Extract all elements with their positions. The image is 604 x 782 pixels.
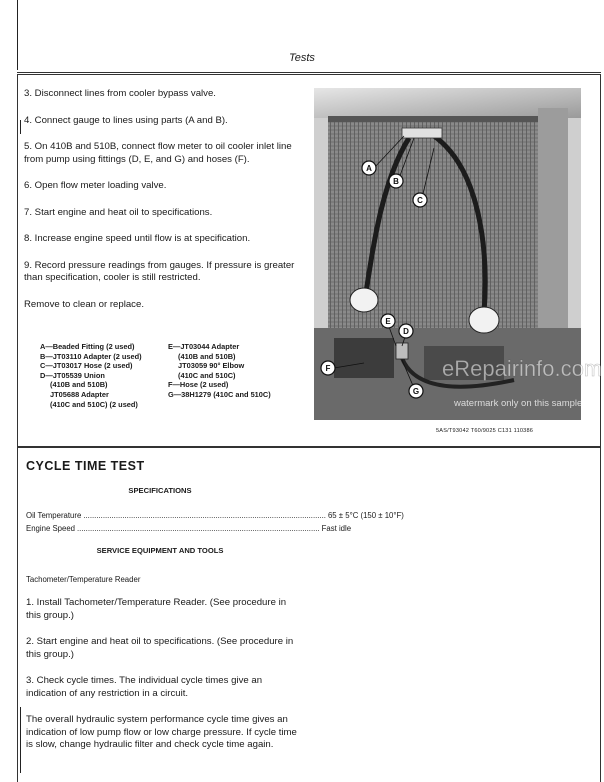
watermark-note: watermark only on this sample — [454, 398, 583, 409]
step-item: 5. On 410B and 510B, connect flow meter to oil cooler inlet line from pump using fittings (D, E, and G) and hoses (F). — [24, 141, 292, 165]
callout-f — [321, 361, 335, 375]
equipment-heading: SERVICE EQUIPMENT AND TOOLS — [96, 546, 224, 555]
step-item: 4. Connect gauge to lines using parts (A and B). — [24, 114, 228, 126]
header-rule — [17, 72, 601, 73]
callout-a — [362, 161, 376, 175]
legend-item: F—Hose (2 used) — [168, 380, 229, 390]
lower-bracket — [334, 338, 394, 378]
cycle-time-title: CYCLE TIME TEST — [26, 459, 145, 473]
legend-item: C—JT03017 Hose (2 used) — [40, 361, 133, 371]
legend-item: (410C and 510C) — [178, 370, 236, 380]
step-item: 3. Disconnect lines from cooler bypass valve. — [24, 88, 216, 99]
svg-text:E: E — [385, 317, 391, 326]
parts-legend-left — [40, 342, 142, 409]
svg-text:C: C — [417, 196, 423, 205]
change-bar — [20, 707, 21, 773]
callout-g — [409, 384, 423, 398]
step-item: 2. Start engine and heat oil to specifications. (See procedure in this group.) — [26, 636, 294, 660]
svg-text:D: D — [403, 327, 409, 336]
gauge-right — [469, 307, 499, 333]
legend-item: D—JT05539 Union — [40, 370, 105, 380]
step-item: The overall hydraulic system performance cycle time gives an indication of low pump flow or low charge pressure. If cycle time is slow, change hydraulic filter and check cycle time again. — [26, 714, 297, 750]
change-bar — [20, 120, 21, 134]
step-item: 7. Start engine and heat oil to specifications. — [24, 206, 213, 218]
oil-cooler-photo — [314, 88, 603, 420]
legend-item: (410C and 510C) (2 used) — [50, 399, 138, 409]
procedure-steps — [24, 88, 300, 325]
spec-label: Engine Speed — [26, 524, 75, 533]
legend-item: A—Beaded Fitting (2 used) — [40, 342, 135, 351]
leader-dots — [75, 524, 322, 533]
callout-d — [399, 324, 413, 338]
legend-item: JT03059 90° Elbow — [178, 361, 245, 371]
tools-list: Tachometer/Temperature Reader — [26, 575, 141, 584]
step-item: 3. Check cycle times. The individual cycle times give an indication of any restriction in a circuit. — [26, 675, 263, 699]
step-item: 8. Increase engine speed until flow is at specification. — [24, 233, 251, 244]
svg-text:A: A — [366, 164, 372, 173]
photo-caption: 5AS/T93042 T60/9025 C131 110386 — [436, 428, 534, 434]
fitting-assembly — [402, 128, 442, 138]
spec-row-oil-temperature — [26, 511, 404, 520]
specifications-heading: SPECIFICATIONS — [128, 486, 192, 495]
svg-text:G: G — [412, 387, 420, 396]
spec-label: Oil Temperature — [26, 511, 82, 520]
step-item: 6. Open flow meter loading valve. — [24, 180, 167, 191]
cycle-time-steps — [26, 597, 299, 766]
legend-item: B—JT03110 Adapter (2 used) — [40, 351, 142, 361]
parts-legend-right — [168, 342, 271, 400]
watermark-site: eRepairinfo.com — [442, 356, 603, 381]
page-header-title: Tests — [289, 52, 315, 64]
step-item: 1. Install Tachometer/Temperature Reader. (See procedure in this group.) — [26, 597, 287, 621]
legend-item: JT05688 Adapter — [50, 389, 109, 399]
legend-item: E—JT03044 Adapter — [168, 342, 240, 351]
gauge-left — [350, 288, 378, 312]
svg-text:B: B — [393, 177, 399, 186]
spec-value: Fast idle — [321, 524, 352, 533]
spec-row-engine-speed — [26, 524, 352, 533]
step-item: Remove to clean or replace. — [24, 298, 144, 310]
callout-b — [389, 174, 403, 188]
leader-dots — [81, 511, 328, 520]
callout-e — [381, 314, 395, 328]
spec-value: 65 ± 5°C (150 ± 10°F) — [327, 511, 404, 520]
legend-item: (410B and 510B) — [178, 351, 236, 361]
cooler-top-tank — [328, 116, 538, 122]
callout-c — [413, 193, 427, 207]
legend-item: G—38H1279 (410C and 510C) — [168, 389, 271, 399]
svg-text:F: F — [325, 364, 331, 373]
legend-item: (410B and 510B) — [50, 380, 108, 390]
step-item: 9. Record pressure readings from gauges. If pressure is greater than specification, cooler is still restricted. — [24, 259, 295, 283]
